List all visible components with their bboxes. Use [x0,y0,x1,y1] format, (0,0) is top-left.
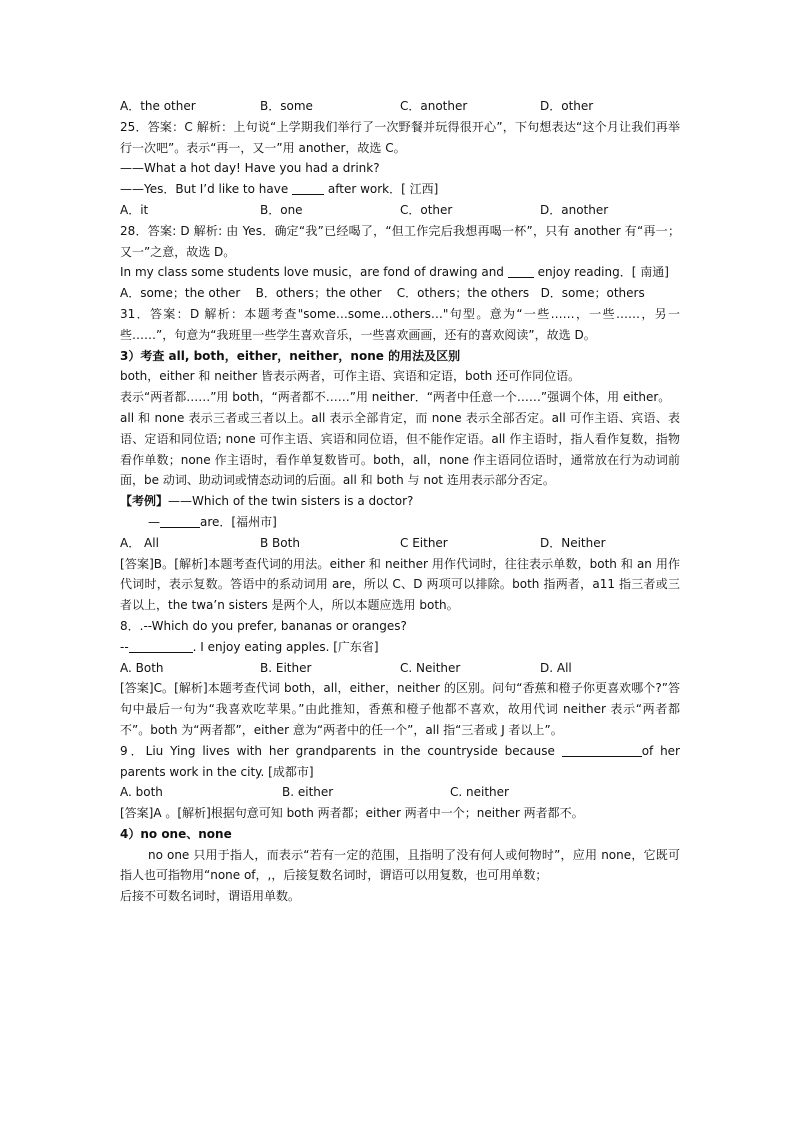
option-c: C．other [400,202,453,217]
option-b: B. either [282,785,334,800]
option-b: B．some [260,99,313,113]
q8-stem: 8．.--Which do you prefer, bananas or oranges? [120,618,407,633]
section-4-heading: 4）no one、none [120,826,232,841]
option-a: A. both [120,785,163,800]
answer-blank [292,182,324,195]
q31-options: A．some；the other B．others；the other C．others；the others D．some；others [120,286,645,301]
section-3-paragraph-2: 表示“两者都……”用 both，“两者都不……”用 neither．“两者中任意一个……”强调个体，用 either。 [120,390,671,405]
document-page [120,96,680,907]
q28-answer: 28．答案: D 解析: 由 Yes．确定“我”已经喝了，“但工作完后我想再喝一杯”，只有 another 有“再一；又一”之意，故选 D。 [120,223,680,259]
q25-answer: 25．答案：C 解析：上句说“上学期我们举行了一次野餐并玩得很开心”，下句想表达“这个月让我们再举行一次吧”。表示“再一，又一”用 another，故选 C。 [120,119,680,155]
answer-blank [508,265,534,278]
option-b: B. Either [260,660,312,675]
answer-blank [129,640,193,653]
q8-answer-line: -- . I enjoy eating apples. [广东省] [120,639,379,654]
section-4-paragraph-1: no one 只用于指人，而表示“若有一定的范围，且指明了没有何人或何物时”，应用 none，它既可指人也可指物用“none of，,，后接复数名词时，谓语可以用复数，也可用单数； [120,847,680,883]
option-b: B Both [260,535,300,550]
example-options [120,533,680,554]
option-c: C. neither [450,785,509,800]
answer-blank [160,515,200,528]
option-d: D．other [540,99,594,113]
q9-options [120,782,680,803]
q31-answer: 31．答案：D 解析：本题考查"some…some…others…"句型。意为“一些……，一些……，另一些……”，句意为“我班里一些学生喜欢音乐，一些喜欢画画，还有的喜欢阅读”，故选 D。 [120,306,680,342]
option-d: D．Neither [540,535,606,550]
example-label: 【考例】 [120,494,169,509]
answer-blank [562,744,642,757]
q8-options [120,658,680,679]
q24-options [120,96,680,117]
option-c: C. Neither [400,660,461,675]
option-c: C．another [400,99,468,113]
q31-stem: In my class some students love music，are fond of drawing and enjoy reading．[ 南通] [120,265,669,280]
option-a: A. Both [120,660,164,675]
example-explanation: [答案]B。[解析]本题考查代词的用法。either 和 neither 用作代词时，往往表示单数，both 和 an 用作代词时，表示复数。答语中的系动词用 are，所以 C、D 两项可以排除。both 指两者，a11 指三者或三者以上，the twa’n sisters 是两个人，所以本题应选用 both。 [120,556,680,613]
option-d: D. All [540,660,572,675]
q9-stem: 9．Liu Ying lives with her grandparents in the countryside because of her parents work in the city. [成都市] [120,743,680,779]
section-3-paragraph-3: all 和 none 表示三者或三者以上。all 表示全部肯定，而 none 表示全部否定。all 可作主语、宾语、表语、定语和同位语; none 可作主语、宾语和同位语，但不能作定语。all 作主语时，指人看作复数，指物看作单数；none 作主语时，看作单复数皆可。both，all，none 作主语同位语时，通常放在行为动词前面，be 动词、助动词或情态动词的后面。all 和 both 与 not 连用表示部分否定。 [120,410,680,488]
option-a: A．it [120,202,149,217]
q28-options [120,200,680,221]
q9-explanation: [答案]A 。[解析]根据句意可知 both 两者都；either 两者中一个；neither 两者都不。 [120,806,584,821]
section-3-heading: 3）考查 all, both，either，neither，none 的用法及区别 [120,348,461,363]
q28-dialog-line2: ——Yes．But I’d like to have after work．[ 江西] [120,182,439,197]
example-question: 【考例】——Which of the twin sisters is a doctor? [120,494,414,509]
section-3-paragraph-1: both，either 和 neither 皆表示两者，可作主语、宾语和定语，both 还可作同位语。 [120,369,581,384]
option-d: D．another [540,202,609,217]
example-answer-line: — are．[福州市] [148,514,277,529]
option-a: A．the other [120,99,196,113]
q8-explanation: [答案]C。[解析]本题考查代词 both，all，either，neither 的区别。问句“香蕉和橙子你更喜欢哪个?”答句中最后一句为“我喜欢吃苹果。”由此推知，香蕉和橙子他都不喜欢，故用代词 neither 表示“两者都不”。both 为“两者都”，either 意为“两者中的任一个”，all 指“三者或 J 者以上”。 [120,681,680,737]
option-b: B．one [260,202,303,217]
q28-dialog-line1: ——What a hot day! Have you had a drink? [120,161,380,176]
option-c: C Either [400,535,448,550]
section-4-paragraph-2: 后接不可数名词时，谓语用单数。 [120,889,301,904]
option-a: A． All [120,535,159,550]
